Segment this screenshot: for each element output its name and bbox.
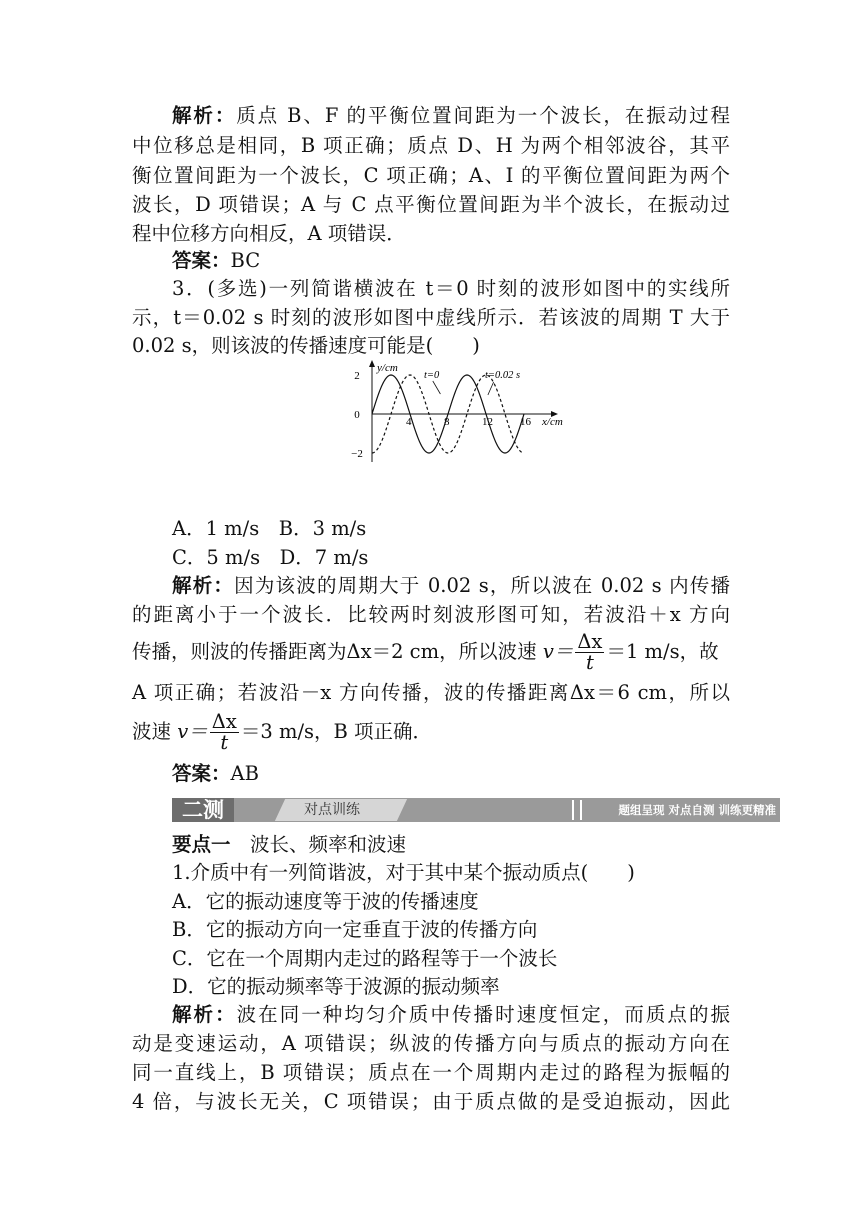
q3-analysis-line-3: 传播，则波的传播距离为Δx＝2 cm，所以波速 v＝ $\frac{\Delta x}{t}$ ＝1 m/s，故 [132,630,719,674]
y-tick-label: 0 [354,409,360,421]
s-q1-option-d: D．它的振动频率等于波源的振动频率 [172,975,500,998]
fraction-delta-x-over-t: $\frac{\Delta x}{t}$ [211,710,237,754]
analysis-label: 解析： [172,104,237,127]
series-label: t=0 [424,370,440,381]
q3-options-ab: A．1 m/s B．3 m/s [172,517,367,540]
series-label: t=0.02 s [485,370,521,381]
section-banner [172,798,780,822]
q3-stem-line-1: 3．(多选)一列简谐横波在 t＝0 时刻的波形如图中的实线所 [172,277,730,300]
y-axis-arrow [369,360,375,367]
series-label-leader [433,381,441,394]
prev-analysis-line-1: 解析：质点 B、F 的平衡位置间距为一个波长，在振动过程 [172,104,730,127]
x-tick-label: 16 [520,416,531,428]
s-q1-analysis-line-2: 动是变速运动，A 项错误；纵波的传播方向与质点的振动方向在 [132,1032,730,1055]
x-axis-label: x/cm [542,416,563,428]
q3-answer: 答案：AB [172,762,259,785]
s-q1-option-c: C．它在一个周期内走过的路程等于一个波长 [172,947,558,970]
q3-analysis-line-4: A 项正确；若波沿－x 方向传播，波的传播距离Δx＝6 cm，所以 [132,681,730,704]
s-q1-analysis-line-3: 同一直线上，B 项错误；质点在一个周期内走过的路程为振幅的 [132,1061,730,1084]
x-tick-label: 12 [482,416,493,428]
prev-analysis-line-2: 中位移总是相同，B 项正确；质点 D、H 为两个相邻波谷，其平 [132,134,730,157]
prev-analysis-line-3: 衡位置间距为一个波长，C 项正确；A、I 的平衡位置间距为两个 [132,164,730,187]
banner-slogan: 题组呈现 对点自测 训练更精准 [618,803,776,817]
y-tick-label: −2 [351,448,363,460]
prev-analysis-line-4: 波长，D 项错误；A 与 C 点平衡位置间距为半个波长，在振动过 [132,193,730,216]
s-q1-option-b: B．它的振动方向一定垂直于波的传播方向 [172,918,538,941]
q3-analysis-line-5: 波速 v＝ $\frac{\Delta x}{t}$ ＝3 m/s，B 项正确． [132,710,433,754]
s-q1-option-a: A．它的振动速度等于波的传播速度 [172,890,479,913]
section-heading: 要点一 波长、频率和波速 [172,833,407,856]
x-tick-label: 8 [444,416,450,428]
s-q1-analysis-line-4: 4 倍，与波长无关，C 项错误；由于质点做的是受迫振动，因此 [132,1090,730,1113]
banner-tag: 二测 [172,798,234,822]
s-q1-stem: 1.介质中有一列简谐波，对于其中某个振动质点( ) [172,861,635,884]
q3-analysis-line-1: 解析：因为该波的周期大于 0.02 s，所以波在 0.02 s 内传播 [172,574,730,597]
y-axis-label: y/cm [377,362,398,374]
q3-options-cd: C．5 m/s D．7 m/s [172,546,369,569]
q3-stem-line-3: 0.02 s，则该波的传播速度可能是( ) [132,334,480,357]
prev-analysis-line-5: 程中位移方向相反，A 项错误． [132,222,406,245]
series-label-leader [488,382,494,395]
q3-analysis-line-2: 的距离小于一个波长．比较两时刻波形图可知，若波沿＋x 方向 [132,603,730,626]
prev-answer: 答案：BC [172,249,261,272]
banner-subtitle: 对点训练 [304,802,360,818]
q3-stem-line-2: 示，t＝0.02 s 时刻的波形如图中虚线所示．若该波的周期 T 大于 [132,306,730,329]
wave-chart [330,358,563,464]
y-tick-label: 2 [354,370,360,382]
fraction-delta-x-over-t: $\frac{\Delta x}{t}$ [577,630,603,674]
s-q1-analysis-line-1: 解析：波在同一种均匀介质中传播时速度恒定，而质点的振 [172,1003,730,1026]
x-tick-label: 4 [406,416,412,428]
banner-divider [572,800,582,820]
